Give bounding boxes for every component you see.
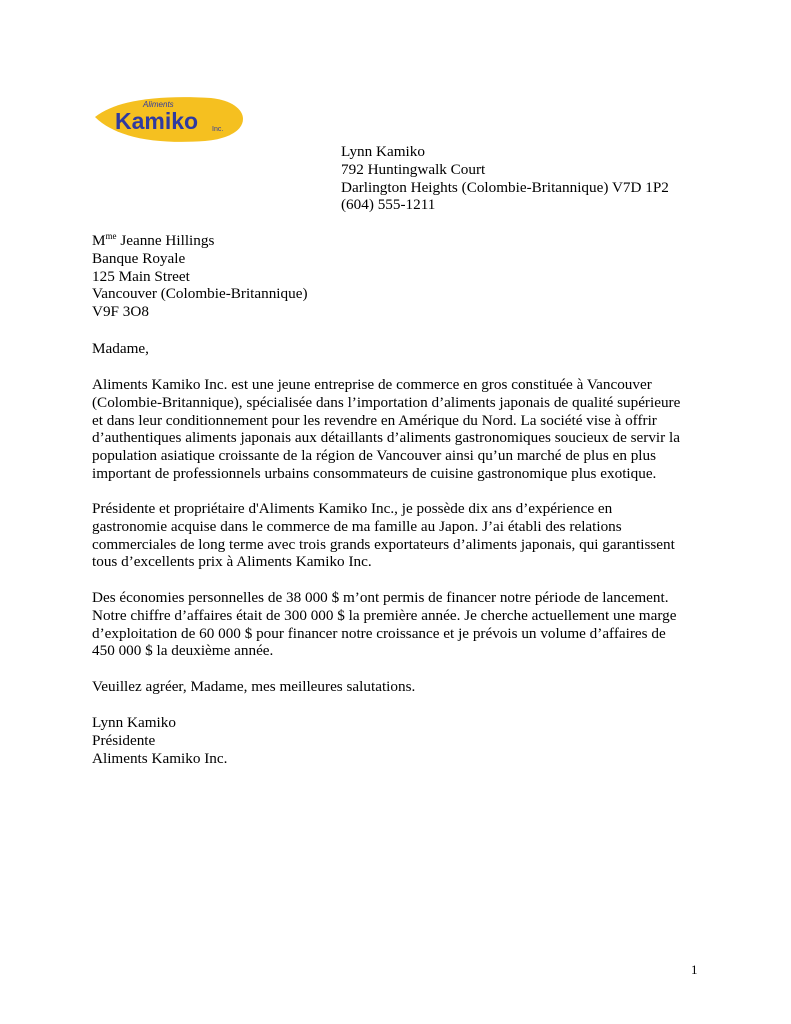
recipient-name-line xyxy=(92,232,308,250)
page-number: 1 xyxy=(691,962,698,977)
recipient-title: M xyxy=(92,232,106,249)
recipient-title-sup: me xyxy=(105,231,117,241)
paragraph-line: Notre chiffre d’affaires était de 300 000 $ la première année. Je cherche actuellement une marge xyxy=(92,606,677,624)
body-paragraph-2 xyxy=(92,500,712,571)
sender-line: Lynn Kamiko xyxy=(341,143,425,160)
paragraph-line: Des économies personnelles de 38 000 $ m’ont permis de financer notre période de lancement. xyxy=(92,589,669,606)
body-paragraph-3 xyxy=(92,589,712,660)
recipient-name: Jeanne Hillings xyxy=(116,232,215,249)
recipient-line: V9F 3O8 xyxy=(92,303,149,321)
body-paragraph-1 xyxy=(92,376,712,483)
logo-main-text: Kamiko xyxy=(115,108,199,134)
sender-line: (604) 555-1211 xyxy=(341,196,436,214)
paragraph-line: d’authentiques aliments japonais aux détaillants d’aliments gastronomiques soucieux de servir la xyxy=(92,429,680,447)
sender-line: 792 Huntingwalk Court xyxy=(341,160,486,178)
salutation: Madame, xyxy=(92,340,149,357)
paragraph-line: tous d’excellents prix à Aliments Kamiko Inc. xyxy=(92,553,372,571)
paragraph-line: d’exploitation de 60 000 $ pour financer notre croissance et je prévois un volume d’affaires de xyxy=(92,624,666,642)
paragraph-line: (Colombie-Britannique), spécialisée dans l’importation d’aliments japonais de qualité supérieure xyxy=(92,393,681,411)
signature-line: Lynn Kamiko xyxy=(92,714,176,731)
logo-graphic xyxy=(93,95,245,145)
logo-inc-text: Inc. xyxy=(212,126,224,133)
recipient-line: 125 Main Street xyxy=(92,267,190,285)
paragraph-line: commerciales de long terme avec trois grands exportateurs d’aliments japonais, qui garantissent xyxy=(92,535,675,553)
sender-address xyxy=(341,143,669,214)
closing-line: Veuillez agréer, Madame, mes meilleures salutations. xyxy=(92,678,416,695)
paragraph-line: et dans leur conditionnement pour les revendre en Amérique du Nord. La société vise à offrir xyxy=(92,411,657,429)
logo-small-text: Aliments xyxy=(143,100,174,109)
company-logo xyxy=(93,95,245,145)
sender-line: Darlington Heights (Colombie-Britannique) V7D 1P2 xyxy=(341,178,669,196)
paragraph-line: gastronomie acquise dans le commerce de ma famille au Japon. J’ai établi des relations xyxy=(92,517,622,535)
signature-block xyxy=(92,714,227,767)
recipient-line: Banque Royale xyxy=(92,249,186,267)
paragraph-line: Aliments Kamiko Inc. est une jeune entreprise de commerce en gros constituée à Vancouver xyxy=(92,376,652,393)
signature-line: Aliments Kamiko Inc. xyxy=(92,749,228,767)
paragraph-line: important de professionnels urbains consommateurs de cuisine gastronomique plus exotique. xyxy=(92,464,657,482)
paragraph-line: population asiatique croissante de la région de Vancouver ainsi qu’un marché de plus en plus xyxy=(92,447,657,465)
paragraph-line: Présidente et propriétaire d'Aliments Kamiko Inc., je possède dix ans d’expérience en xyxy=(92,500,613,517)
recipient-address xyxy=(92,232,308,321)
recipient-line: Vancouver (Colombie-Britannique) xyxy=(92,285,308,303)
signature-line: Présidente xyxy=(92,731,156,749)
paragraph-line: 450 000 $ la deuxième année. xyxy=(92,642,274,660)
